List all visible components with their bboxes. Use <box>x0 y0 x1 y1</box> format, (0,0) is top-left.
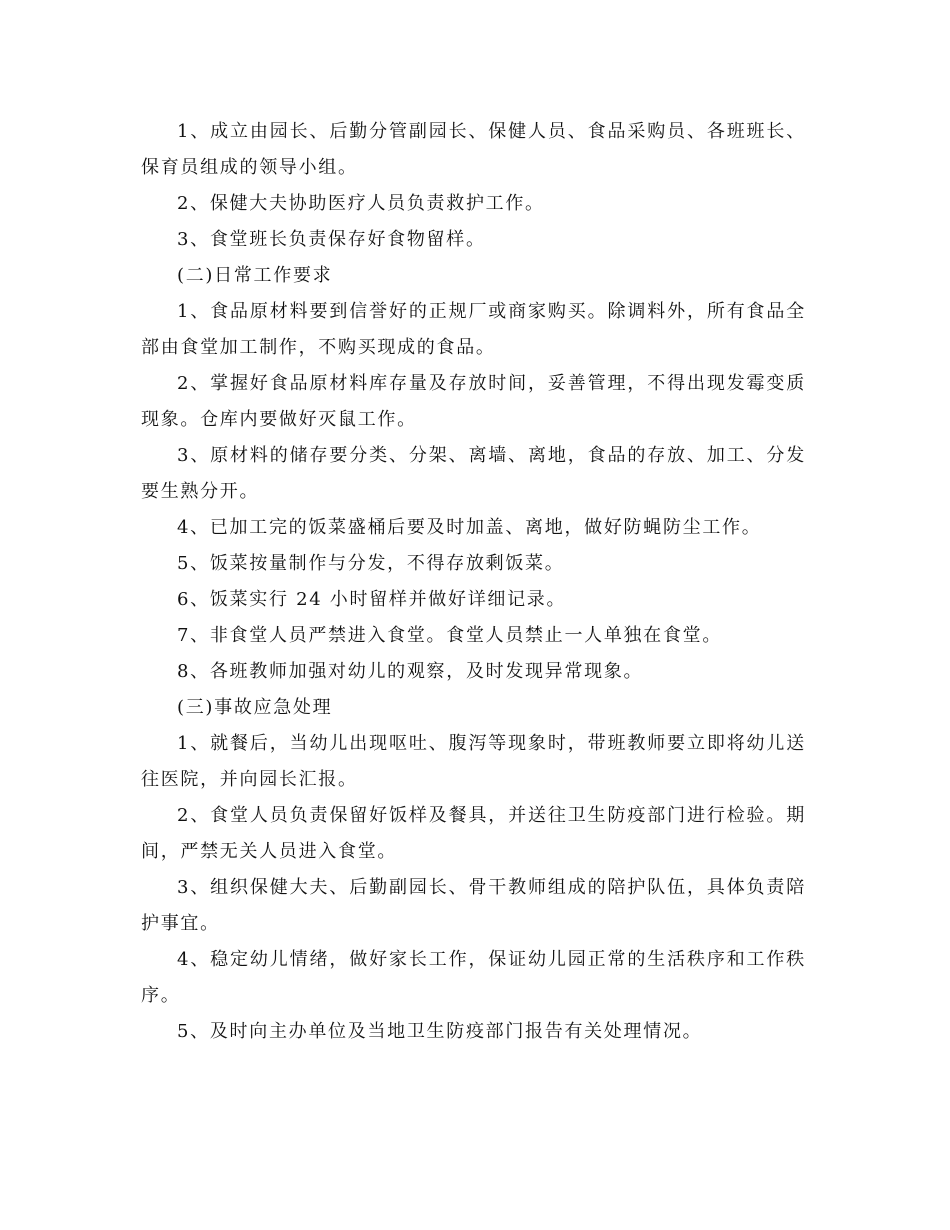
document-body <box>141 114 806 1050</box>
section-heading-daily-requirements: (二)日常工作要求 <box>177 265 333 286</box>
paragraph-9: 5、饭菜按量制作与分发，不得存放剩饭菜。 <box>177 553 565 574</box>
paragraph-11: 7、非食堂人员严禁进入食堂。食堂人员禁止一人单独在食堂。 <box>177 625 723 646</box>
paragraph-5: 1、食品原材料要到信誉好的正规厂或商家购买。除调料外，所有食品全部由食堂加工制作，不购买现成的食品。 <box>141 301 806 358</box>
paragraph-3: 3、食堂班长负责保存好食物留样。 <box>177 229 486 250</box>
paragraph-14: 1、就餐后，当幼儿出现呕吐、腹泻等现象时，带班教师要立即将幼儿送往医院，并向园长汇报。 <box>141 733 806 790</box>
paragraph-7: 3、原材料的储存要分类、分架、离墙、离地，食品的存放、加工、分发要生熟分开。 <box>141 445 806 502</box>
section-heading-emergency-handling: (三)事故应急处理 <box>177 697 333 718</box>
paragraph-18: 5、及时向主办单位及当地卫生防疫部门报告有关处理情况。 <box>177 1021 703 1042</box>
paragraph-1: 1、成立由园长、后勤分管副园长、保健人员、食品采购员、各班班长、保育员组成的领导小组。 <box>141 121 806 178</box>
paragraph-8: 4、已加工完的饭菜盛桶后要及时加盖、离地，做好防蝇防尘工作。 <box>177 517 762 538</box>
paragraph-10: 6、饭菜实行 24 小时留样并做好详细记录。 <box>177 589 567 610</box>
paragraph-16: 3、组织保健大夫、后勤副园长、骨干教师组成的陪护队伍，具体负责陪护事宜。 <box>141 877 806 934</box>
paragraph-15: 2、食堂人员负责保留好饭样及餐具，并送往卫生防疫部门进行检验。期间，严禁无关人员进入食堂。 <box>141 805 806 862</box>
paragraph-12: 8、各班教师加强对幼儿的观察，及时发现异常现象。 <box>177 661 644 682</box>
paragraph-6: 2、掌握好食品原材料库存量及存放时间，妥善管理，不得出现发霉变质现象。仓库内要做好灭鼠工作。 <box>141 373 806 430</box>
paragraph-2: 2、保健大夫协助医疗人员负责救护工作。 <box>177 193 545 214</box>
paragraph-17: 4、稳定幼儿情绪，做好家长工作，保证幼儿园正常的生活秩序和工作秩序。 <box>141 949 806 1006</box>
